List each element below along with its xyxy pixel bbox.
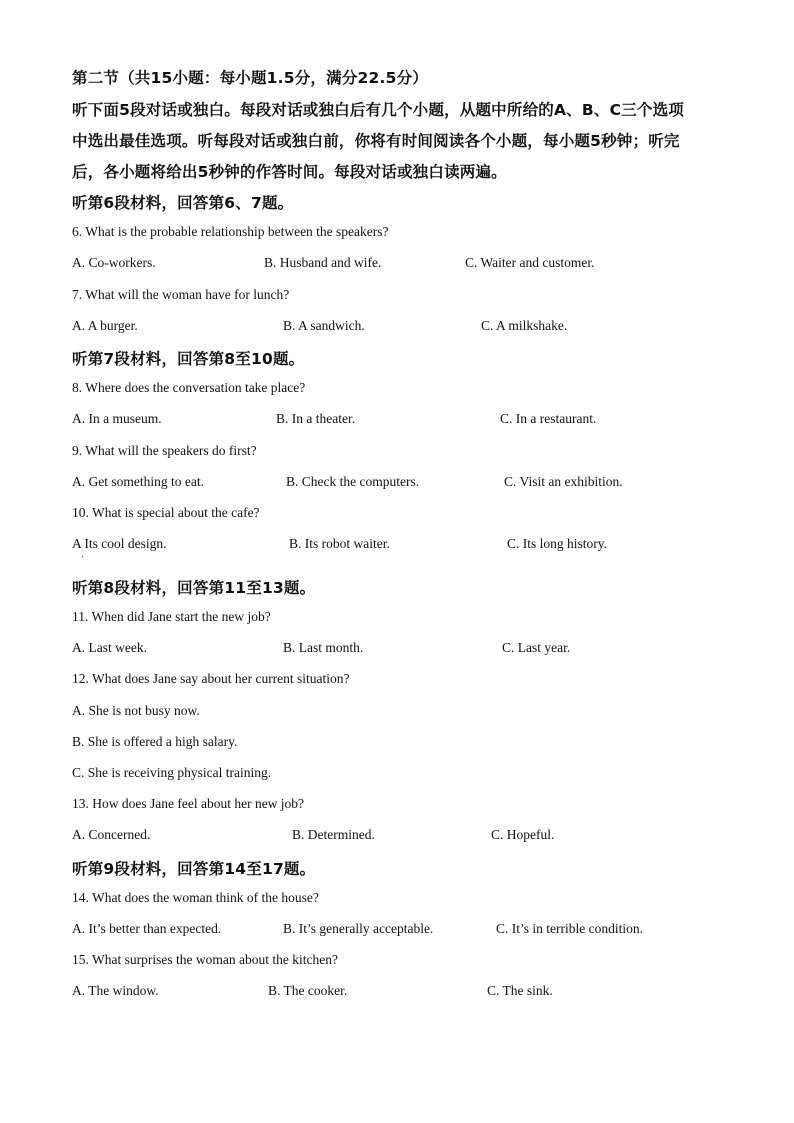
- group-heading-9: 听第9段材料，回答第14至17题。: [72, 860, 316, 878]
- question-15-option-b[interactable]: B. The cooker.: [268, 983, 348, 998]
- question-14: 14. What does the woman think of the house?: [72, 890, 319, 905]
- question-7-option-b[interactable]: B. A sandwich.: [283, 318, 365, 333]
- group-heading-6: 听第6段材料，回答第6、7题。: [72, 194, 294, 212]
- question-12: 12. What does Jane say about her current situation?: [72, 671, 350, 686]
- question-6-option-a[interactable]: A. Co-workers.: [72, 255, 156, 270]
- question-7-option-a[interactable]: A. A burger.: [72, 318, 138, 333]
- question-10: 10. What is special about the cafe?: [72, 505, 260, 520]
- question-14-option-a[interactable]: A. It’s better than expected.: [72, 921, 222, 936]
- question-8: 8. Where does the conversation take place?: [72, 380, 306, 395]
- question-12-option-c[interactable]: C. She is receiving physical training.: [72, 765, 272, 780]
- question-12-option-a[interactable]: A. She is not busy now.: [72, 703, 200, 718]
- question-6-option-b[interactable]: B. Husband and wife.: [264, 255, 382, 270]
- group-heading-7: 听第7段材料，回答第8至10题。: [72, 350, 305, 368]
- question-11-option-a[interactable]: A. Last week.: [72, 640, 147, 655]
- question-8-option-b[interactable]: B. In a theater.: [276, 411, 356, 426]
- instructions-line-2: 中选出最佳选项。听每段对话或独白前，你将有时间阅读各个小题，每小题5秒钟；听完: [72, 132, 680, 150]
- group-heading-8: 听第8段材料，回答第11至13题。: [72, 579, 316, 597]
- question-6: 6. What is the probable relationship between the speakers?: [72, 224, 389, 239]
- question-9: 9. What will the speakers do first?: [72, 443, 257, 458]
- option-dot-mark: ·: [81, 552, 85, 563]
- question-7: 7. What will the woman have for lunch?: [72, 287, 290, 302]
- question-15: 15. What surprises the woman about the kitchen?: [72, 952, 338, 967]
- question-11: 11. When did Jane start the new job?: [72, 609, 271, 624]
- question-9-option-c[interactable]: C. Visit an exhibition.: [504, 474, 623, 489]
- question-6-option-c[interactable]: C. Waiter and customer.: [465, 255, 595, 270]
- question-7-option-c[interactable]: C. A milkshake.: [481, 318, 568, 333]
- question-14-option-b[interactable]: B. It’s generally acceptable.: [283, 921, 434, 936]
- question-8-option-a[interactable]: A. In a museum.: [72, 411, 162, 426]
- question-14-option-c[interactable]: C. It’s in terrible condition.: [496, 921, 643, 936]
- question-13-option-c[interactable]: C. Hopeful.: [491, 827, 555, 842]
- question-10-option-a[interactable]: A Its cool design.: [72, 536, 167, 551]
- question-13-option-b[interactable]: B. Determined.: [292, 827, 375, 842]
- instructions-line-1: 听下面5段对话或独白。每段对话或独白后有几个小题，从题中所给的A、B、C三个选项: [72, 101, 684, 119]
- question-15-option-a[interactable]: A. The window.: [72, 983, 159, 998]
- question-11-option-c[interactable]: C. Last year.: [502, 640, 571, 655]
- question-8-option-c[interactable]: C. In a restaurant.: [500, 411, 597, 426]
- question-10-option-b[interactable]: B. Its robot waiter.: [289, 536, 390, 551]
- question-9-option-a[interactable]: A. Get something to eat.: [72, 474, 204, 489]
- question-15-option-c[interactable]: C. The sink.: [487, 983, 553, 998]
- question-13: 13. How does Jane feel about her new job?: [72, 796, 305, 811]
- section-title: 第二节（共15小题：每小题1.5分，满分22.5分）: [72, 69, 428, 87]
- question-10-option-c[interactable]: C. Its long history.: [507, 536, 608, 551]
- question-13-option-a[interactable]: A. Concerned.: [72, 827, 151, 842]
- instructions-line-3: 后，各小题将给出5秒钟的作答时间。每段对话或独白读两遍。: [72, 163, 507, 181]
- question-11-option-b[interactable]: B. Last month.: [283, 640, 364, 655]
- question-9-option-b[interactable]: B. Check the computers.: [286, 474, 420, 489]
- question-12-option-b[interactable]: B. She is offered a high salary.: [72, 734, 238, 749]
